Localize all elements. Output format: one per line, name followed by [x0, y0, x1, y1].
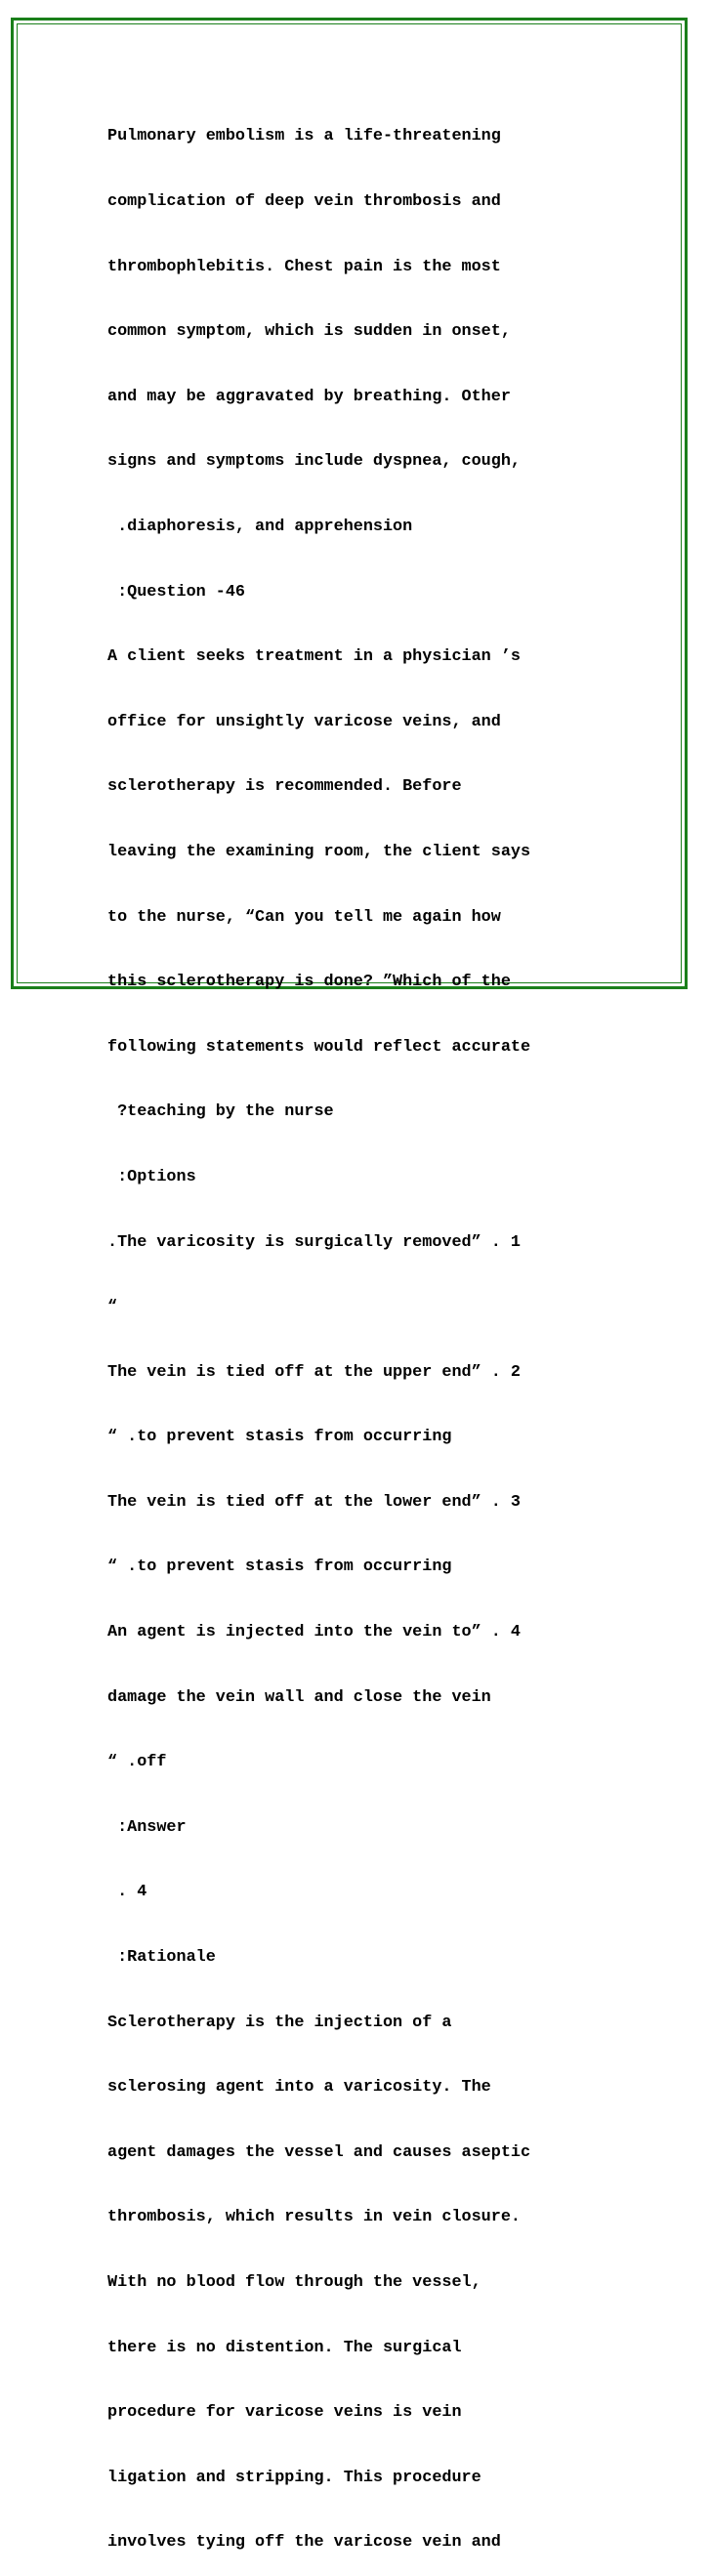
text-line: common symptom, which is sudden in onset, — [107, 322, 511, 342]
text-line: thrombophlebitis. Chest pain is the most — [107, 257, 501, 276]
options-heading: :Options — [107, 1167, 196, 1186]
document-text — [107, 83, 635, 2576]
text-line: and may be aggravated by breathing. Other — [107, 387, 511, 406]
text-line: complication of deep vein thrombosis and — [107, 192, 501, 211]
text-line: sclerosing agent into a varicosity. The — [107, 2078, 491, 2098]
text-line: signs and symptoms include dyspnea, cough, — [107, 452, 521, 472]
text-line: agent damages the vessel and causes aseptic — [107, 2142, 531, 2162]
option-line: The vein is tied off at the lower end” . 3 — [107, 1492, 521, 1512]
option-line: “ .off — [107, 1753, 167, 1772]
text-line: following statements would reflect accurate — [107, 1037, 531, 1057]
text-line: leaving the examining room, the client says — [107, 842, 531, 861]
option-line: “ .to prevent stasis from occurring — [107, 1558, 452, 1577]
text-line: involves tying off the varicose vein and — [107, 2533, 501, 2553]
text-line: .diaphoresis, and apprehension — [107, 517, 413, 536]
text-line: this sclerotherapy is done? ”Which of the — [107, 973, 511, 992]
text-line: office for unsightly varicose veins, and — [107, 712, 501, 731]
text-line: Sclerotherapy is the injection of a — [107, 2013, 452, 2032]
option-line: .The varicosity is surgically removed” . 1 — [107, 1232, 521, 1252]
text-line: ligation and stripping. This procedure — [107, 2468, 481, 2487]
option-line: An agent is injected into the vein to” . 4 — [107, 1623, 521, 1642]
rationale-heading: :Rationale — [107, 1948, 216, 1968]
text-line: sclerotherapy is recommended. Before — [107, 777, 462, 797]
text-line: there is no distention. The surgical — [107, 2338, 462, 2357]
text-line: With no blood flow through the vessel, — [107, 2273, 481, 2292]
text-line: Pulmonary embolism is a life-threatening — [107, 127, 501, 146]
answer-value: . 4 — [107, 1883, 147, 1902]
text-line: ?teaching by the nurse — [107, 1102, 334, 1122]
option-line: The vein is tied off at the upper end” . 2 — [107, 1362, 521, 1382]
option-line: “ — [107, 1298, 118, 1317]
text-line: A client seeks treatment in a physician ’s — [107, 647, 521, 667]
text-line: to the nurse, “Can you tell me again how — [107, 907, 501, 927]
option-line: “ .to prevent stasis from occurring — [107, 1428, 452, 1447]
answer-heading: :Answer — [107, 1817, 187, 1837]
option-line: damage the vein wall and close the vein — [107, 1687, 491, 1707]
text-line: procedure for varicose veins is vein — [107, 2403, 462, 2423]
text-line: thrombosis, which results in vein closure. — [107, 2208, 521, 2227]
question-number: :Question -46 — [107, 582, 245, 602]
